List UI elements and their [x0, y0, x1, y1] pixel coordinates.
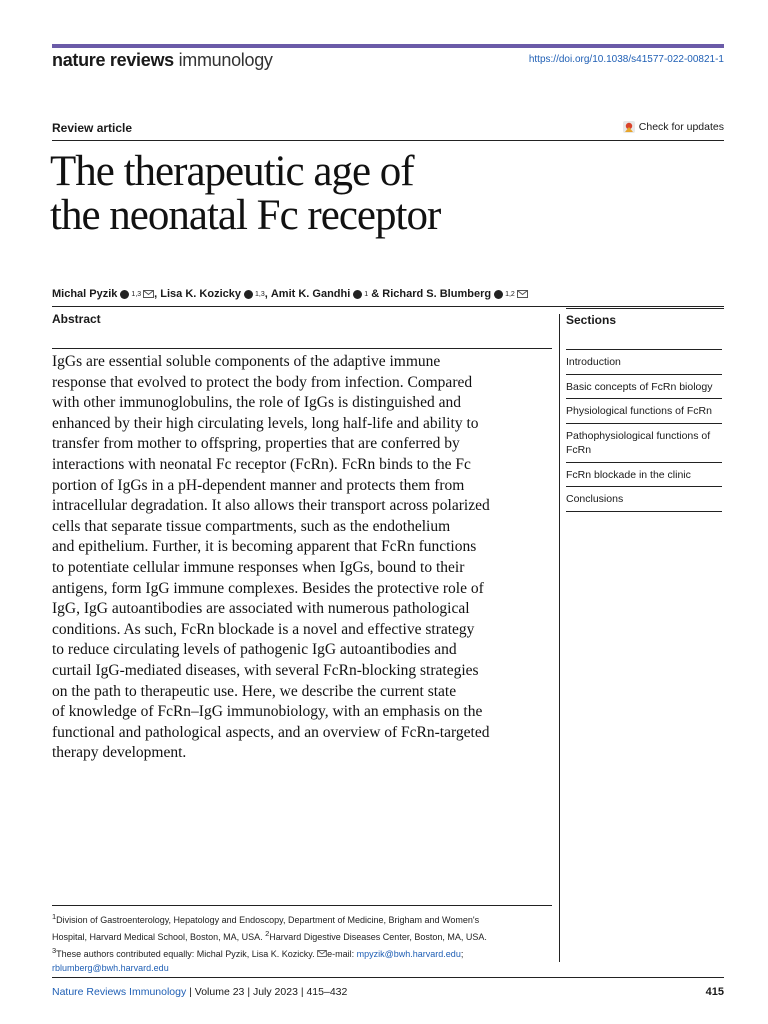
- section-link-conclusions[interactable]: Conclusions: [566, 486, 722, 512]
- abstract-line: curtail IgG-mediated diseases, with several FcRn-blocking strategies: [52, 661, 479, 679]
- email-icon[interactable]: [517, 290, 528, 298]
- section-link-introduction[interactable]: Introduction: [566, 349, 722, 374]
- affiliation-line-2: [52, 927, 552, 944]
- orcid-icon[interactable]: [494, 290, 503, 299]
- author-name[interactable]: Richard S. Blumberg: [382, 288, 492, 300]
- affiliation-line-3: $^3$These authors contributed equally: Michal Pyzik, Lisa K. Kozicky. e-mail: mpyzik@bwh.harvard.edu;: [52, 946, 464, 959]
- footer-citation: [52, 986, 347, 998]
- author-affiliation: 1,3: [131, 290, 142, 298]
- affil-sup: 2: [265, 929, 270, 938]
- title-line-2: the neonatal Fc receptor: [50, 192, 441, 239]
- author-affiliation: 1,2: [505, 290, 515, 298]
- sections-heading: Sections: [566, 313, 617, 327]
- column-divider: [559, 314, 560, 962]
- abstract-line: response that evolved to protect the body from infection. Compared: [52, 373, 473, 391]
- journal-brand[interactable]: [52, 50, 273, 71]
- abstract-line: cells that separate tissue compartments, such as the endothelium: [52, 517, 451, 535]
- abstract-line: portion of IgGs in a pH-dependent manner and protects them from: [52, 476, 465, 494]
- affiliation-line-1: [52, 910, 552, 927]
- affil-text: Hospital, Harvard Medical School, Boston, MA, USA.: [52, 932, 266, 942]
- authors-rule: [52, 306, 724, 307]
- check-updates-label: Check for updates: [638, 121, 724, 133]
- abstract-line: antigens, form IgG immune complexes. Besides the protective role of: [52, 579, 484, 597]
- page-number: 415: [705, 986, 724, 998]
- abstract-line: intracellular degradation. It also allows their transport across polarized: [52, 497, 490, 515]
- orcid-icon[interactable]: [120, 290, 129, 299]
- abstract-line: to potentiate cellular immune responses when IgGs, bound to their: [52, 558, 465, 576]
- article-type: Review article: [52, 121, 133, 135]
- abstract-line: enhanced by their high circulating levels, long half-life and ability to: [52, 414, 479, 432]
- abstract-line: on the path to therapeutic use. Here, we describe the current state: [52, 682, 457, 700]
- affil-text: Division of Gastroenterology, Hepatology and Endoscopy, Department of Medicine, Brigham and Women's: [56, 915, 480, 925]
- abstract-rule: [52, 348, 552, 349]
- author-list: Michal Pyzik 1,3 , Lisa K. Kozicky 1,3 , Amit K. Gandhi 1 & Richard S. Blumberg 1,2: [52, 288, 528, 300]
- brand-bold: nature reviews: [52, 50, 174, 70]
- author-affiliation: 1,3: [254, 290, 265, 298]
- sections-top-rule: [566, 308, 724, 309]
- email-icon[interactable]: [143, 290, 154, 298]
- abstract-line: functional and pathological aspects, and an overview of FcRn-targeted: [52, 723, 490, 741]
- abstract-line: IgGs are essential soluble components of the adaptive immune: [52, 353, 441, 370]
- header-rule: [52, 140, 724, 141]
- author-affiliation: 1: [364, 290, 369, 298]
- affil-sup: 1: [52, 912, 57, 921]
- abstract-line: IgG, IgG autoantibodies are associated with numerous pathological: [52, 600, 470, 618]
- affiliation-line-4: [52, 961, 552, 975]
- orcid-icon[interactable]: [353, 290, 362, 299]
- affil-text: Harvard Digestive Diseases Center, Boston, MA, USA.: [269, 932, 487, 942]
- brand-light: immunology: [178, 50, 273, 70]
- abstract-line: to reduce circulating levels of pathogenic IgG autoantibodies and: [52, 641, 457, 659]
- affil-text: These authors contributed equally: Michal Pyzik, Lisa K. Kozicky.: [56, 949, 318, 959]
- footer-journal-link[interactable]: Nature Reviews Immunology: [52, 986, 187, 998]
- abstract-line: interactions with neonatal Fc receptor (FcRn). FcRn binds to the Fc: [52, 455, 471, 473]
- footer-details: | Volume 23 | July 2023 | 415–432: [186, 986, 348, 998]
- abstract-text: [52, 352, 552, 764]
- title-line-1: The therapeutic age of: [50, 148, 414, 195]
- abstract-line: and epithelium. Further, it is becoming apparent that FcRn functions: [52, 538, 477, 556]
- section-link-physiological[interactable]: Physiological functions of FcRn: [566, 398, 722, 423]
- section-link-clinic[interactable]: FcRn blockade in the clinic: [566, 462, 722, 487]
- check-updates-button[interactable]: [623, 121, 724, 133]
- orcid-icon[interactable]: [244, 290, 253, 299]
- author-name[interactable]: Michal Pyzik: [52, 288, 118, 300]
- footer-rule: [52, 977, 724, 978]
- email-label: e-mail:: [327, 949, 357, 959]
- doi-link[interactable]: https://doi.org/10.1038/s41577-022-00821-1: [528, 54, 724, 65]
- email-link-pyzik[interactable]: mpyzik@bwh.harvard.edu: [356, 949, 461, 959]
- author-name[interactable]: Lisa K. Kozicky: [160, 288, 241, 300]
- email-icon: [317, 950, 327, 957]
- abstract-line: of knowledge of FcRn–IgG immunobiology, with an emphasis on the: [52, 703, 483, 721]
- abstract-line: transfer from mother to offspring, properties that are conferred by: [52, 435, 460, 453]
- affiliations: [52, 910, 552, 975]
- author-name[interactable]: Amit K. Gandhi: [270, 288, 351, 300]
- section-link-pathophysiological[interactable]: Pathophysiological functions of FcRn: [566, 423, 722, 462]
- affiliations-rule: [52, 905, 552, 906]
- abstract-heading: Abstract: [52, 312, 101, 326]
- header-accent-bar: [52, 44, 724, 48]
- section-link-basic-concepts[interactable]: Basic concepts of FcRn biology: [566, 374, 722, 399]
- abstract-line: conditions. As such, FcRn blockade is a novel and effective strategy: [52, 620, 475, 638]
- check-updates-icon: [623, 121, 635, 133]
- email-link-blumberg[interactable]: rblumberg@bwh.harvard.edu: [52, 963, 169, 973]
- sections-nav: [566, 349, 722, 512]
- affil-sup: 3: [52, 946, 57, 955]
- abstract-line: therapy development.: [52, 744, 187, 762]
- article-title: [50, 150, 610, 238]
- abstract-line: with other immunoglobulins, the role of IgGs is distinguished and: [52, 394, 461, 412]
